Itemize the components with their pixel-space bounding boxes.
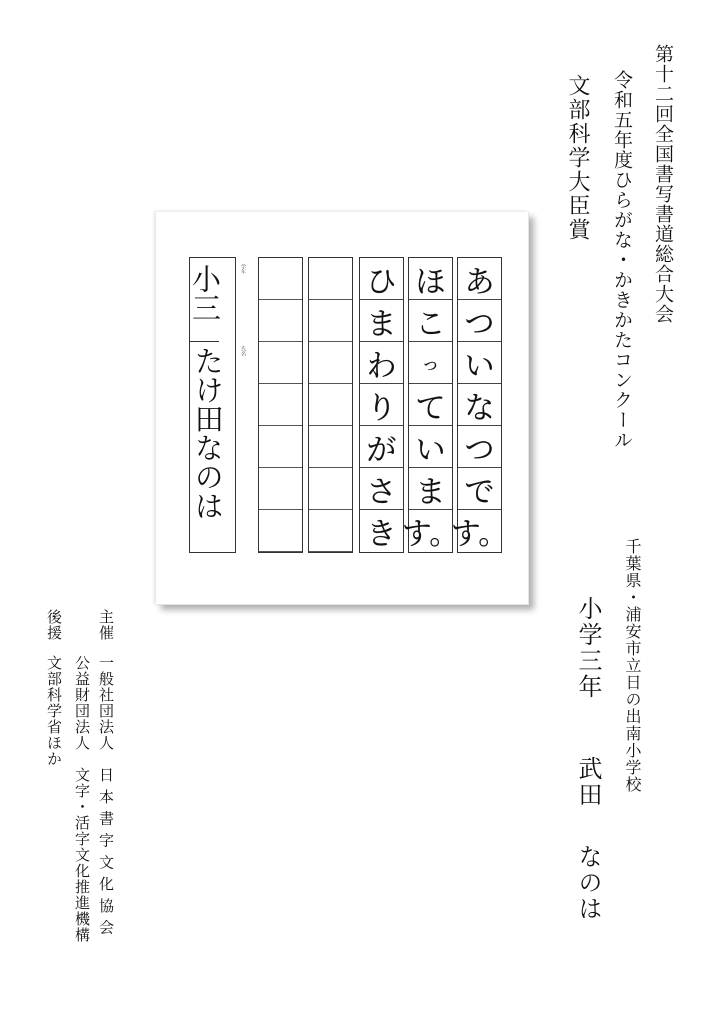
writing-cell: こ	[409, 300, 452, 342]
writing-cell: あ	[458, 258, 501, 300]
writing-cell: な	[458, 384, 501, 426]
organizer-1: 一般社団法人 日 本 書 字 文 化 協 会	[97, 655, 115, 936]
supporters-heading: 後援	[45, 609, 63, 641]
supporter-1: 文部科学省ほか	[45, 655, 63, 767]
writing-cell: が	[360, 426, 403, 468]
writing-column-3	[401, 257, 460, 553]
blank-column-1	[308, 257, 353, 553]
writing-cell: っ	[409, 342, 452, 384]
blank-cell	[259, 300, 302, 342]
blank-cell	[309, 300, 352, 342]
writing-cell: わ	[360, 342, 403, 384]
blank-cell	[259, 468, 302, 510]
writing-column-2	[359, 257, 404, 553]
writing-cell: つ	[458, 300, 501, 342]
writing-cell: て	[409, 384, 452, 426]
family-name: 武田	[574, 756, 602, 808]
writing-cell: ま	[360, 300, 403, 342]
organizers-credits	[98, 609, 113, 935]
blank-cell	[259, 510, 302, 552]
writing-cell: い	[458, 342, 501, 384]
blank-cell	[309, 342, 352, 384]
organizers-credits-2	[74, 609, 89, 943]
writing-cell: す。	[450, 517, 509, 552]
blank-column-2	[258, 257, 303, 553]
name-field-label: 氏名	[240, 346, 246, 356]
competition-title: 第十二回全国書写書道総合大会	[652, 44, 674, 324]
award-name: 文部科学大臣賞	[565, 74, 590, 242]
blank-cell	[309, 258, 352, 300]
writing-cell: ひ	[360, 258, 403, 300]
grade-field-label: 学年	[240, 264, 246, 274]
writing-cell: で	[458, 468, 501, 510]
recipient-block	[576, 596, 616, 936]
supporters-credits	[46, 609, 61, 767]
writing-cell: す。	[401, 517, 460, 552]
writing-cell: つ	[458, 426, 501, 468]
school-name: 千葉県・浦安市立日の出南小学校	[623, 538, 642, 793]
writing-cell: り	[360, 384, 403, 426]
blank-cell	[309, 384, 352, 426]
blank-cell	[259, 258, 302, 300]
writing-cell: ほ	[409, 258, 452, 300]
organizers-heading: 主催	[97, 609, 115, 641]
name-column	[189, 257, 236, 553]
calligraphy-artwork	[156, 212, 529, 605]
blank-cell	[309, 426, 352, 468]
competition-subtitle: 令和五年度ひらがな・かきかたコンクール	[611, 70, 633, 450]
blank-cell	[259, 384, 302, 426]
blank-cell	[309, 510, 352, 552]
writing-column-1	[450, 257, 509, 553]
written-name: たけ田なのは	[190, 346, 225, 520]
grade-label: 小学三年	[574, 596, 602, 700]
organizer-2: 公益財団法人 文字・活字文化推進機構	[73, 655, 91, 943]
writing-cell: き	[366, 517, 397, 552]
writing-cell: い	[409, 426, 452, 468]
writing-cell: さ	[360, 468, 403, 510]
written-grade: 小三	[190, 258, 219, 342]
given-name: なのは	[574, 844, 602, 922]
student-name	[576, 756, 600, 922]
blank-cell	[259, 426, 302, 468]
blank-cell	[259, 342, 302, 384]
blank-cell	[309, 468, 352, 510]
writing-cell: ま	[409, 468, 452, 510]
